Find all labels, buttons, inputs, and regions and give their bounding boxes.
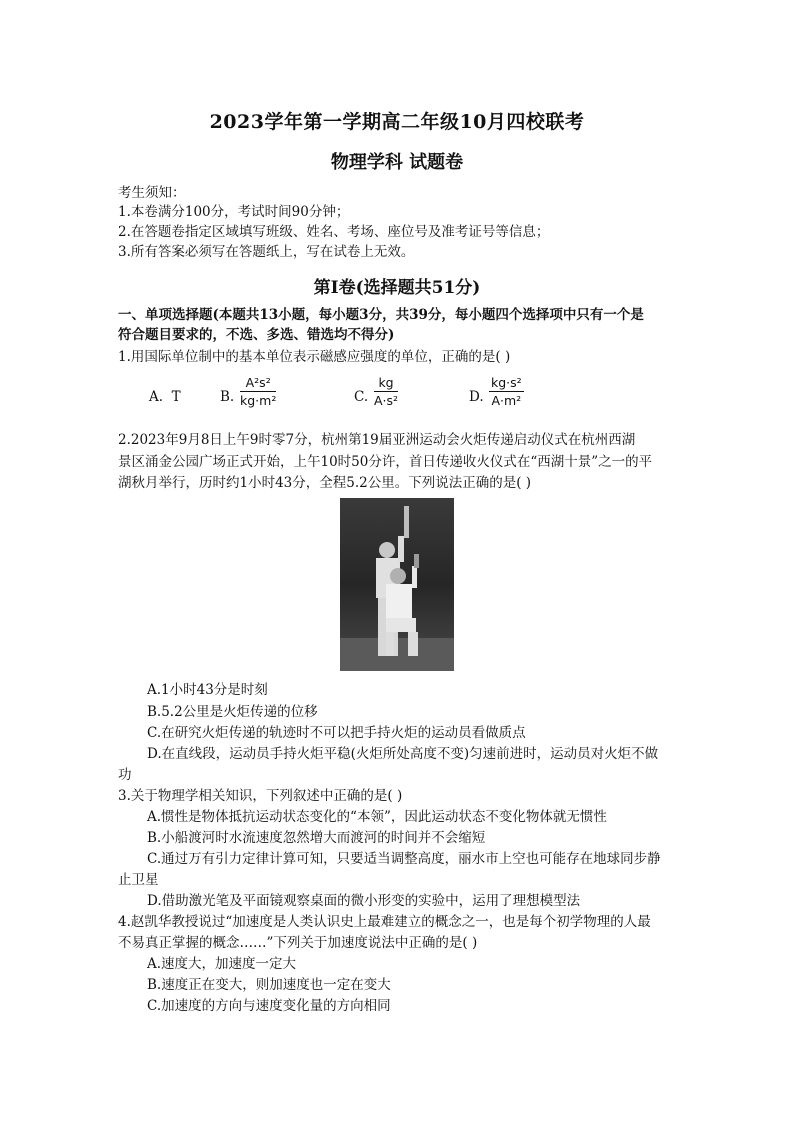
notice-heading: 考生须知： — [118, 185, 186, 201]
q1-option-b-numerator: A²s² — [245, 375, 271, 390]
q1-option-d-numerator: kg·s² — [491, 375, 522, 390]
q1-option-d-denominator: A·m² — [491, 393, 522, 408]
q4-stem-line-2: 不易真正掌握的概念……”下列关于加速度说法中正确的是( ) — [118, 935, 478, 951]
section-instruction-1: 一、单项选择题(本题共13小题，每小题3分，共39分，每小题四个选择项中只有一个是 — [118, 307, 644, 323]
q1-option-a-value: T — [171, 389, 181, 405]
notice-item-3: 3.所有答案必须写在答题纸上，写在试卷上无效。 — [118, 244, 415, 260]
q4-option-b: B.速度正在变大，则加速度也一定在变大 — [147, 977, 391, 993]
q1-option-a — [149, 389, 181, 405]
q3-option-d: D.借助激光笔及平面镜观察桌面的微小形变的实验中，运用了理想模型法 — [147, 893, 581, 909]
q2-option-c: C.在研究火炬传递的轨迹时不可以把手持火炬的运动员看做质点 — [147, 725, 526, 741]
q4-option-a: A.速度大，加速度一定大 — [147, 956, 297, 972]
q3-stem: 3.关于物理学相关知识，下列叙述中正确的是( ) — [118, 788, 403, 804]
q4-stem-line-1: 4.赵凯华教授说过“加速度是人类认识史上最难建立的概念之一，也是每个初学物理的人最 — [118, 914, 651, 930]
q1-option-b-label: B. — [220, 389, 235, 405]
q1-option-c-label: C. — [354, 389, 369, 405]
q2-stem-line-2: 景区涌金公园广场正式开始，上午10时50分许，首日传递收火仪式在“西湖十景”之一的平 — [118, 454, 653, 470]
q1-option-b-fraction — [240, 375, 276, 408]
q2-option-a: A.1小时43分是时刻 — [147, 682, 268, 698]
notice-item-2: 2.在答题卷指定区域填写班级、姓名、考场、座位号及准考证号等信息； — [118, 224, 550, 240]
exam-subtitle: 物理学科 试题卷 — [330, 152, 464, 173]
notice-item-1: 1.本卷满分100分，考试时间90分钟； — [118, 204, 350, 220]
section-instruction-2: 符合题目要求的，不选、多选、错选均不得分) — [118, 327, 395, 343]
q1-option-c-fraction — [374, 375, 398, 408]
q3-option-c: C.通过万有引力定律计算可知，只要适当调整高度，丽水市上空也可能存在地球同步静 — [147, 851, 661, 867]
q2-option-d: D.在直线段，运动员手持火炬平稳(火炬所处高度不变)匀速前进时，运动员对火炬不做 — [147, 746, 659, 762]
q1-option-c-denominator: A·s² — [374, 393, 399, 408]
exam-title: 2023学年第一学期高二年级10月四校联考 — [209, 111, 585, 133]
q1-option-c-numerator: kg — [378, 375, 394, 390]
q2-option-d-continued: 功 — [118, 767, 132, 783]
section-title: 第I卷(选择题共51分) — [313, 278, 481, 298]
q1-option-d-label: D. — [469, 389, 484, 405]
q2-stem-line-3: 湖秋月举行，历时约1小时43分，全程5.2公里。下列说法正确的是( ) — [118, 475, 532, 491]
q3-option-a: A.惯性是物体抵抗运动状态变化的“本领”，因此运动状态不变化物体就无惯性 — [147, 809, 607, 825]
torch-relay-photo — [340, 498, 454, 671]
q3-option-c-continued: 止卫星 — [118, 872, 159, 888]
q4-option-c: C.加速度的方向与速度变化量的方向相同 — [147, 998, 391, 1014]
q2-option-b: B.5.2公里是火炬传递的位移 — [147, 704, 318, 720]
q3-option-b: B.小船渡河时水流速度忽然增大而渡河的时间并不会缩短 — [147, 830, 486, 846]
q1-stem: 1.用国际单位制中的基本单位表示磁感应强度的单位，正确的是( ) — [118, 349, 511, 365]
q1-option-d-fraction — [489, 375, 524, 408]
q1-option-b-denominator: kg·m² — [240, 393, 277, 408]
q1-option-a-label: A. — [149, 389, 164, 405]
q2-stem-line-1: 2.2023年9月8日上午9时零7分，杭州第19届亚洲运动会火炬传递启动仪式在杭州西湖 — [118, 432, 636, 448]
